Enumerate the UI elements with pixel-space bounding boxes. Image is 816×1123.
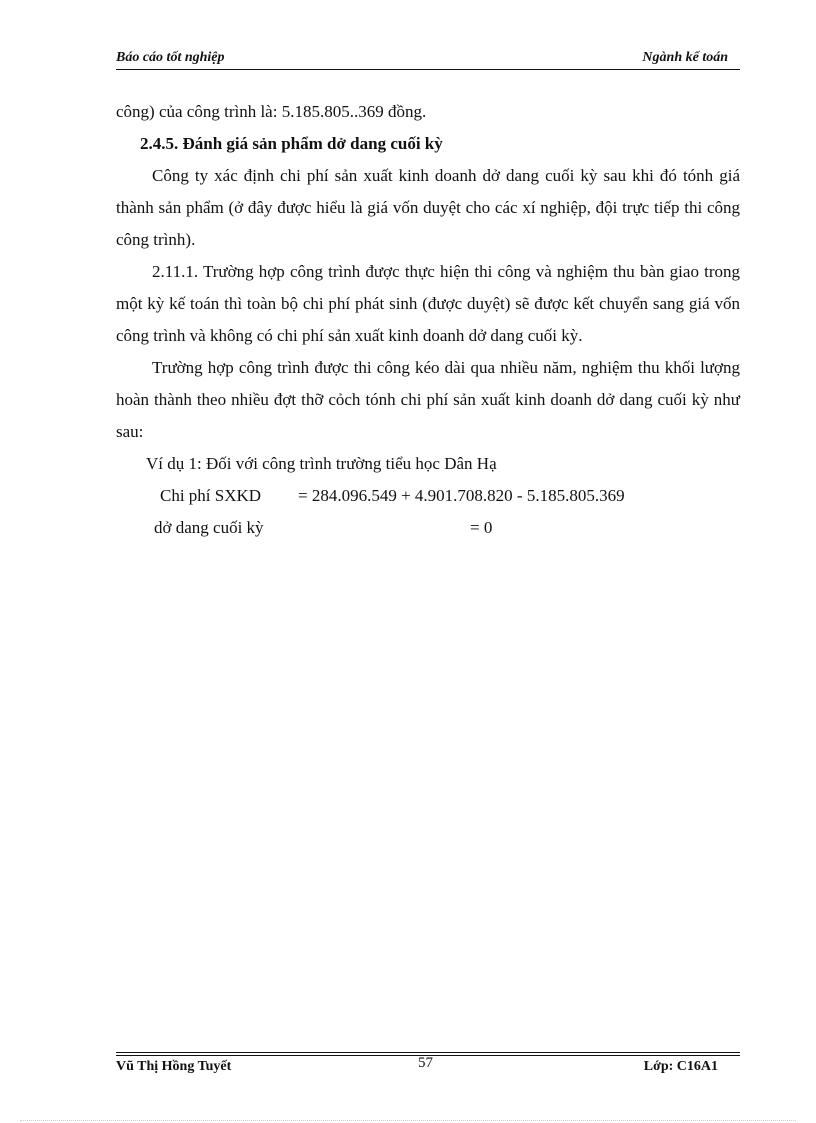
intro-line: công) của công trình là: 5.185.805..369 đồng. — [116, 102, 427, 121]
header-report-title: Báo cáo tốt nghiệp — [116, 50, 225, 65]
formula-label-1: Chi phí SXKD — [160, 486, 262, 505]
page-edge — [20, 1120, 796, 1121]
paragraph-1: Công ty xác định chi phí sản xuất kinh doanh dở dang cuối kỳ sau khi đó tónh giá thành sản phẩm (ở đây được hiểu là giá vốn duyệt cho các xí nghiệp, đội trực tiếp thi công công trình). — [116, 166, 740, 249]
paragraph-3: Trường hợp công trình được thi công kéo dài qua nhiều năm, nghiệm thu khối lượng hoàn thành theo nhiều đợt thỡ cỏch tónh chi phí sản xuất kinh doanh dở dang cuối kỳ như sau: — [116, 358, 740, 441]
header-department: Ngành kế toán — [642, 50, 728, 65]
document-body — [116, 96, 740, 544]
footer-rule-thin — [116, 1052, 740, 1053]
page-footer — [116, 1057, 740, 1079]
formula-result: = 0 — [470, 518, 493, 537]
footer-author: Vũ Thị Hồng Tuyết — [116, 1059, 232, 1074]
formula-label-2: dở dang cuối kỳ — [154, 518, 264, 537]
section-heading: 2.4.5. Đánh giá sản phẩm dở dang cuối kỳ — [140, 134, 443, 153]
footer-class: Lớp: C16A1 — [643, 1059, 718, 1074]
formula-row-1 — [116, 480, 740, 512]
page-number: 57 — [418, 1055, 433, 1071]
header-rule — [116, 69, 740, 70]
paragraph-2: 2.11.1. Trường hợp công trình được thực hiện thi công và nghiệm thu bàn giao trong một kỳ kế toán thì toàn bộ chi phí phát sinh (được duyệt) sẽ được kết chuyển sang giá vốn công trình và không có chi phí sản xuất kinh doanh dở dang cuối kỳ. — [116, 262, 740, 345]
example-line: Ví dụ 1: Đối với công trình trường tiểu học Dân Hạ — [146, 454, 497, 473]
formula-row-2 — [116, 512, 740, 544]
formula-expression: = 284.096.549 + 4.901.708.820 - 5.185.805.369 — [298, 486, 625, 505]
page-header — [116, 48, 740, 70]
